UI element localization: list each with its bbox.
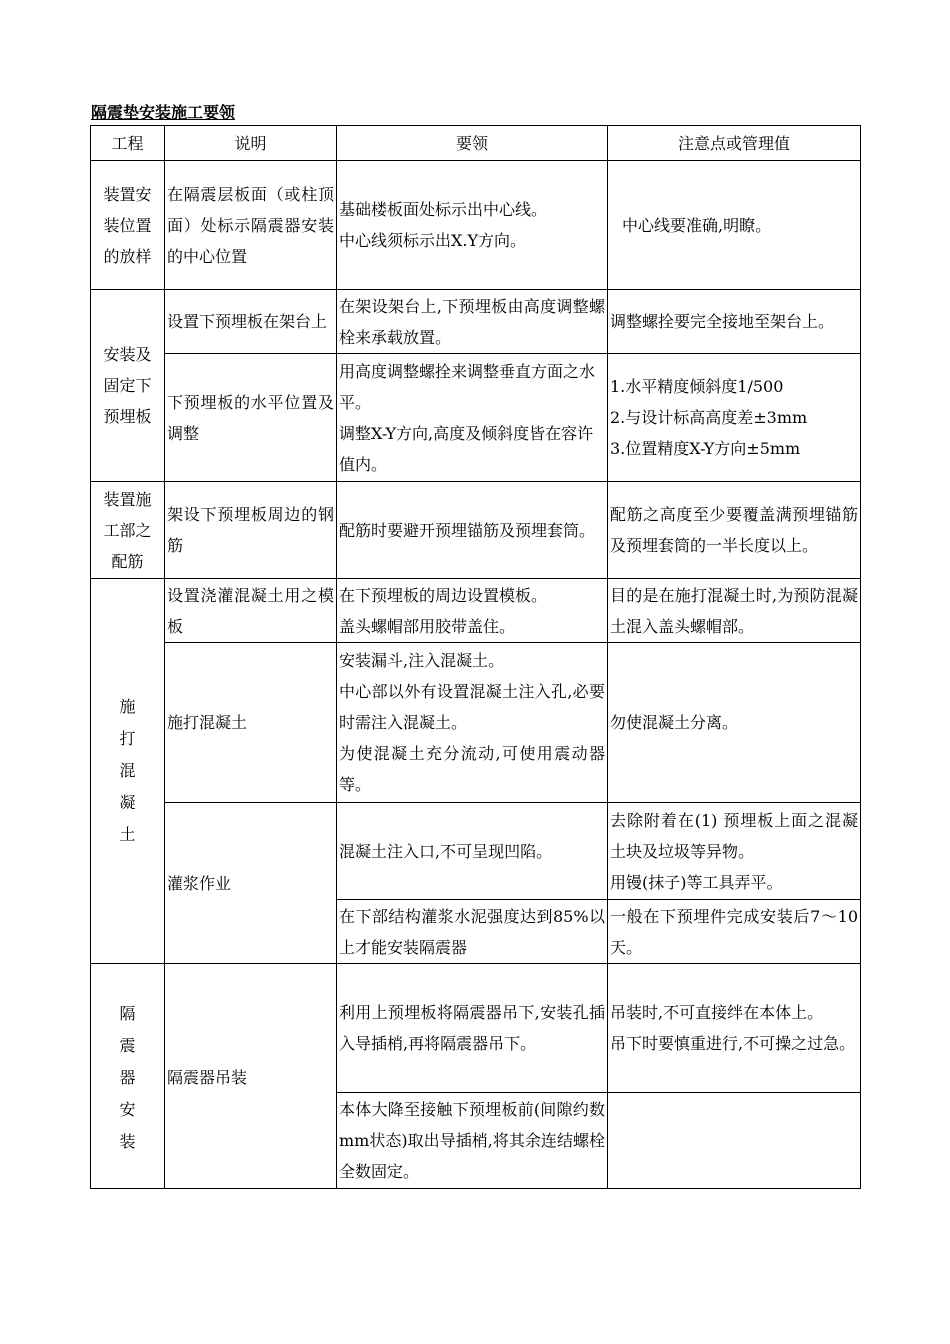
header-stage: 工程 xyxy=(91,126,165,161)
note-cell: 中心线要准确,明瞭。 xyxy=(608,161,861,290)
description-cell: 在隔震层板面（或柱顶面）处标示隔震器安装的中心位置 xyxy=(165,161,337,290)
header-description: 说明 xyxy=(165,126,337,161)
description-cell: 灌浆作业 xyxy=(165,803,337,964)
method-cell: 混凝土注入口,不可呈现凹陷。 xyxy=(337,803,608,900)
table-row xyxy=(91,803,861,900)
note-cell xyxy=(608,1093,861,1189)
table-row xyxy=(91,482,861,579)
stage-cell: 安装及 固定下 预埋板 xyxy=(91,290,165,482)
note-cell: 1.水平精度倾斜度1/500 2.与设计标高高度差±3mm 3.位置精度X-Y方向±5mm xyxy=(608,354,861,482)
method-cell: 用高度调整螺拴来调整垂直方面之水平。 调整X-Y方向,高度及倾斜度皆在容许值内。 xyxy=(337,354,608,482)
stage-cell: 隔 震 器 安 装 xyxy=(91,964,165,1189)
note-cell: 勿使混凝土分离。 xyxy=(608,643,861,803)
method-cell: 利用上预埋板将隔震器吊下,安装孔插入导插梢,再将隔震器吊下。 xyxy=(337,964,608,1093)
stage-cell: 装置施 工部之 配筋 xyxy=(91,482,165,579)
table-row xyxy=(91,964,861,1093)
method-cell: 在下预埋板的周边设置模板。 盖头螺帽部用胶带盖住。 xyxy=(337,579,608,643)
note-cell: 吊装时,不可直接绊在本体上。 吊下时要慎重进行,不可操之过急。 xyxy=(608,964,861,1093)
method-cell: 本体大降至接触下预埋板前(间隙约数mm状态)取出导插梢,将其余连结螺栓全数固定。 xyxy=(337,1093,608,1189)
description-cell: 下预埋板的水平位置及调整 xyxy=(165,354,337,482)
table-row xyxy=(91,161,861,290)
description-cell: 架设下预埋板周边的钢筋 xyxy=(165,482,337,579)
note-cell: 目的是在施打混凝土时,为预防混凝土混入盖头螺帽部。 xyxy=(608,579,861,643)
note-cell: 配筋之高度至少要覆盖满预埋锚筋及预埋套筒的一半长度以上。 xyxy=(608,482,861,579)
stage-cell: 装置安 装位置 的放样 xyxy=(91,161,165,290)
table-row xyxy=(91,579,861,643)
description-cell: 隔震器吊装 xyxy=(165,964,337,1189)
table-row xyxy=(91,643,861,803)
procedure-table xyxy=(90,125,861,1189)
header-method: 要领 xyxy=(337,126,608,161)
note-cell: 一般在下预埋件完成安装后7～10天。 xyxy=(608,900,861,964)
note-cell: 去除附着在(1) 预埋板上面之混凝土块及垃圾等异物。 用镘(抹子)等工具弄平。 xyxy=(608,803,861,900)
description-cell: 施打混凝土 xyxy=(165,643,337,803)
document-title: 隔震垫安装施工要领 xyxy=(91,103,236,122)
method-cell: 配筋时要避开预埋锚筋及预埋套筒。 xyxy=(337,482,608,579)
table-row xyxy=(91,354,861,482)
description-cell: 设置浇灌混凝土用之模板 xyxy=(165,579,337,643)
table-header-row xyxy=(91,126,861,161)
stage-cell: 施 打 混 凝 土 xyxy=(91,579,165,964)
method-cell: 在下部结构灌浆水泥强度达到85%以上才能安装隔震器 xyxy=(337,900,608,964)
table-row xyxy=(91,290,861,354)
method-cell: 在架设架台上,下预埋板由高度调整螺栓来承载放置。 xyxy=(337,290,608,354)
description-cell: 设置下预埋板在架台上 xyxy=(165,290,337,354)
note-cell: 调整螺拴要完全接地至架台上。 xyxy=(608,290,861,354)
method-cell: 基础楼板面处标示出中心线。 中心线须标示出X.Y方向。 xyxy=(337,161,608,290)
method-cell: 安装漏斗,注入混凝土。 中心部以外有设置混凝土注入孔,必要时需注入混凝土。 为使混凝土充分流动,可使用震动器等。 xyxy=(337,643,608,803)
header-notes: 注意点或管理值 xyxy=(608,126,861,161)
